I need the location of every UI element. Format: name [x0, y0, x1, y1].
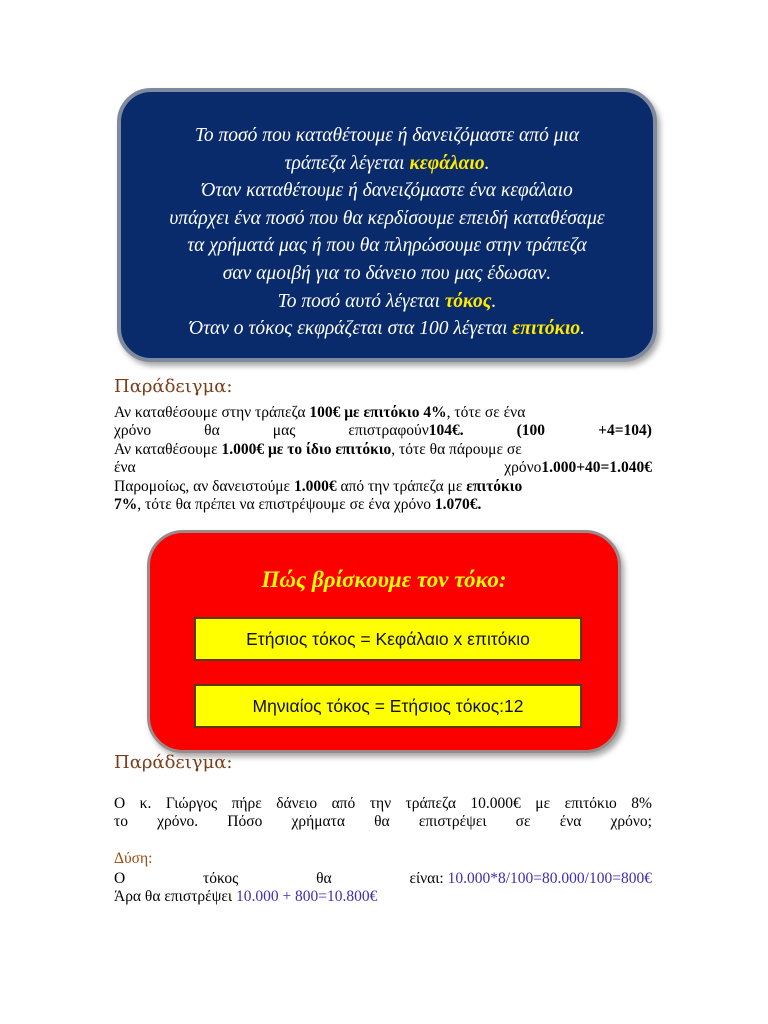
- example1-paragraph: [114, 404, 652, 514]
- example1-line: χρόνο θα μας επιστραφούν104€. (100 +4=104): [114, 422, 652, 440]
- formula-box-title: Πώς βρίσκουμε τον τόκο:: [261, 567, 507, 592]
- example2-problem: [114, 795, 652, 832]
- example1-line: 7%, τότε θα πρέπει να επιστρέψουμε σε ένα χρόνο 1.070€.: [114, 496, 482, 514]
- example1-line: Παρομοίως, αν δανειστούμε 1.000€ από την τράπεζα με επιτόκιο: [114, 477, 523, 495]
- example2-heading: Παράδειγμα:: [114, 752, 233, 773]
- solution-paragraph: [114, 870, 652, 907]
- solution-line: Άρα θα επιστρέψει 10.000 + 800=10.800€: [114, 888, 378, 906]
- example2-line: Ο κ. Γιώργος πήρε δάνειο από την τράπεζα 10.000€ με επιτόκιο 8%: [114, 795, 652, 812]
- definition-box: [117, 88, 657, 362]
- total-calculation: 10.000 + 800=10.800€: [235, 888, 378, 906]
- definition-line: σαν αμοιβή για το δάνειο που μας έδωσαν.: [222, 262, 552, 284]
- annual-interest-formula: Ετήσιος τόκος = Κεφάλαιο x επιτόκιο: [194, 617, 582, 661]
- example1-heading: Παράδειγμα:: [114, 376, 233, 397]
- example2-line: το χρόνο. Πόσο χρήματα θα επιστρέψει σε ένα χρόνο;: [114, 813, 652, 831]
- definition-line: Το ποσό που καταθέτουμε ή δανειζόμαστε από μια: [194, 125, 580, 146]
- example1-line: Αν καταθέσουμε στην τράπεζα 100€ με επιτόκιο 4%, τότε σε ένα: [114, 404, 526, 421]
- definition-line: Όταν ο τόκος εκφράζεται στα 100 λέγεται επιτόκιο.: [188, 318, 585, 340]
- example1-line: Αν καταθέσουμε 1.000€ με το ίδιο επιτόκιο, τότε θα πάρουμε σε: [114, 440, 522, 458]
- definition-line: Όταν καταθέτουμε ή δανειζόμαστε ένα κεφάλαιο: [201, 180, 573, 202]
- formula-box: [147, 530, 621, 753]
- keyword-interest-rate: επιτόκιο: [512, 318, 581, 340]
- solution-line: Ο τόκος θα είναι: 10.000*8/100=80.000/100=800€: [114, 870, 652, 887]
- definition-line: υπάρχει ένα ποσό που θα κερδίσουμε επειδή καταθέσαμε: [169, 207, 605, 229]
- keyword-interest: τόκος: [444, 290, 492, 312]
- solution-label: Δύση:: [114, 850, 153, 867]
- definition-line: τα χρήματά μας ή που θα πληρώσουμε στην τράπεζα: [187, 235, 587, 257]
- keyword-capital: κεφάλαιο: [409, 152, 485, 174]
- monthly-interest-formula: Μηνιαίος τόκος = Ετήσιος τόκος:12: [194, 684, 582, 728]
- definition-line: τράπεζα λέγεται κεφάλαιο.: [284, 152, 490, 174]
- interest-calculation: 10.000*8/100=80.000/100=800€: [447, 870, 652, 887]
- definition-line: Το ποσό αυτό λέγεται τόκος.: [277, 290, 497, 312]
- example1-line: ένα χρόνο1.000+40=1.040€: [114, 459, 652, 477]
